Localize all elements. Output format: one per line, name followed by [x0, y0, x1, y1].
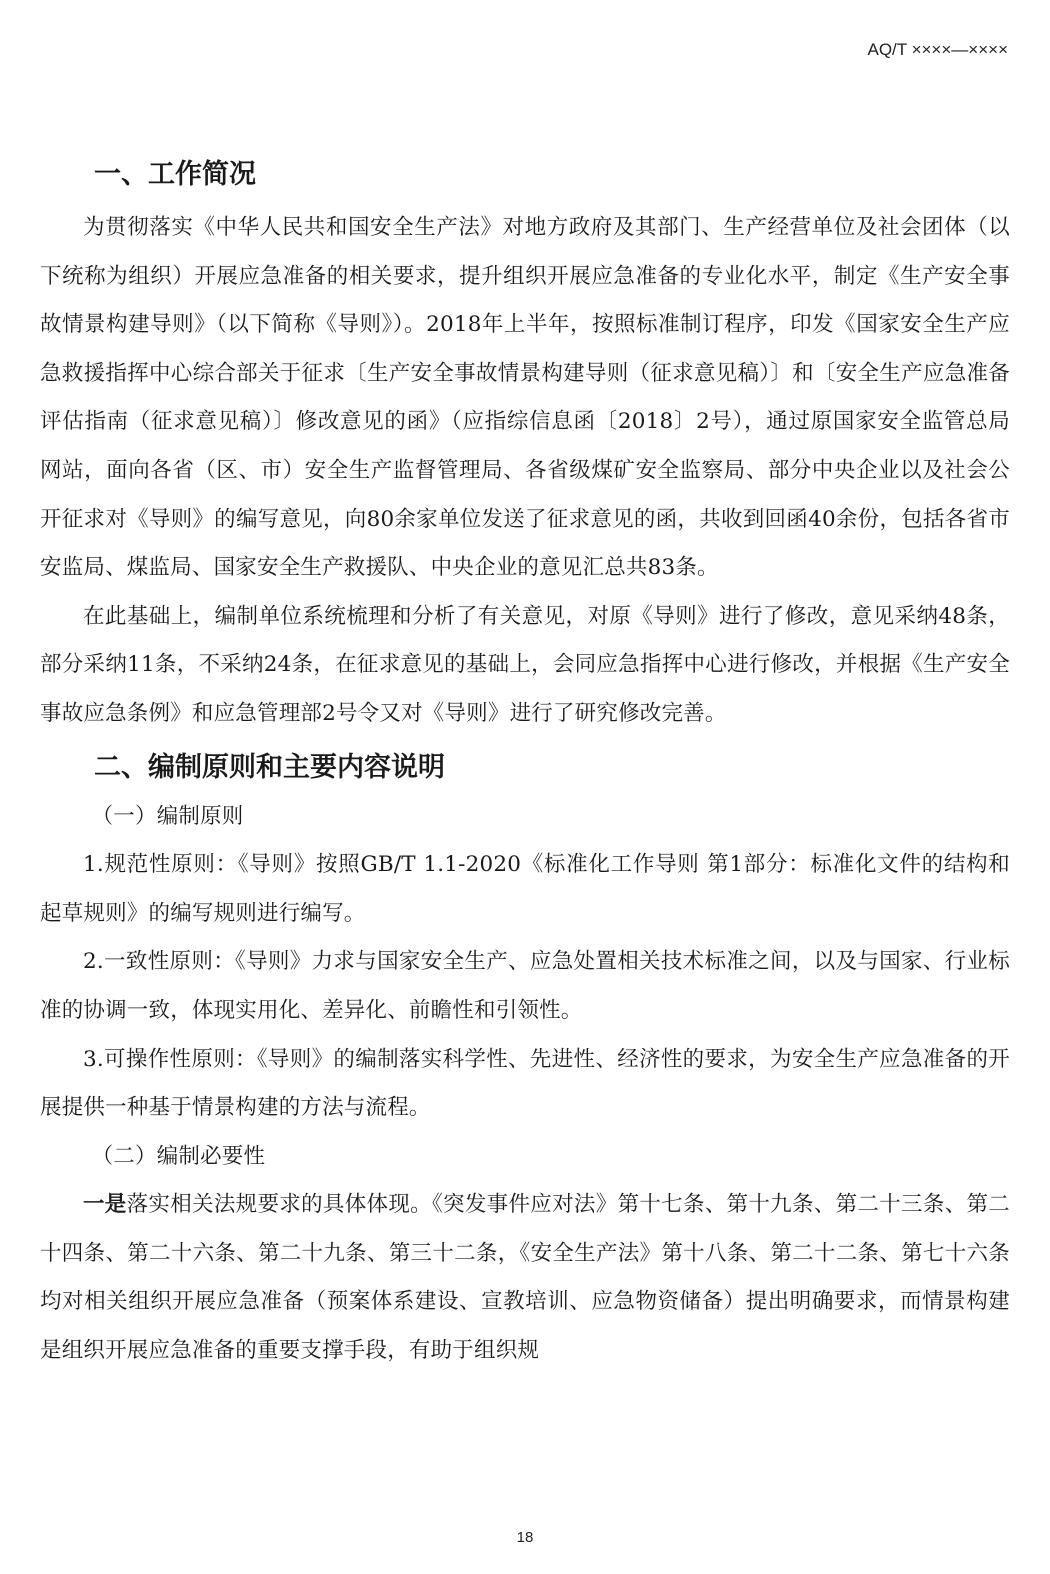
necessity-text: 落实相关法规要求的具体体现。《突发事件应对法》第十七条、第十九条、第二十三条、第二十四条、第二十六条、第二十九条、第三十二条，《安全生产法》第十八条、第二十二条、第七十六条均对相关组织开展应急准备（预案体系建设、宣教培训、应急物资储备）提出明确要求，而情景构建是组织开展应急准备的重要支撑手段，有助于组织规 [40, 1192, 1010, 1364]
necessity-paragraph [40, 1181, 1010, 1375]
subheading-necessity: （二）编制必要性 [91, 1143, 266, 1169]
principle-item: 1.规范性原则：《导则》按照GB/T 1.1-2020《标准化工作导则 第1部分：标准化文件的结构和起草规则》的编写规则进行编写。 [40, 852, 1010, 926]
paragraph: 在此基础上，编制单位系统梳理和分析了有关意见，对原《导则》进行了修改，意见采纳48条，部分采纳11条，不采纳24条，在征求意见的基础上，会同应急指挥中心进行修改，并根据《生产安全事故应急条例》和应急管理部2号令又对《导则》进行了研究修改完善。 [40, 603, 1010, 726]
principle-item: 3.可操作性原则：《导则》的编制落实科学性、先进性、经济性的要求，为安全生产应急准备的开展提供一种基于情景构建的方法与流程。 [40, 1046, 1010, 1121]
principle-item: 2.一致性原则：《导则》力求与国家安全生产、应急处置相关技术标准之间，以及与国家、行业标准的协调一致，体现实用化、差异化、前瞻性和引领性。 [40, 949, 1010, 1023]
subheading-principles: （一）编制原则 [91, 803, 244, 829]
document-code: AQ/T ××××—×××× [867, 40, 1008, 59]
document-body [40, 150, 1010, 1376]
necessity-lead: 一是 [83, 1192, 127, 1218]
section-heading-2: 二、编制原则和主要内容说明 [94, 751, 445, 783]
page-number: 18 [516, 1529, 534, 1546]
section-heading-1: 一、工作简况 [94, 159, 256, 190]
paragraph: 为贯彻落实《中华人民共和国安全生产法》对地方政府及其部门、生产经营单位及社会团体（以下统称为组织）开展应急准备的相关要求，提升组织开展应急准备的专业化水平，制定《生产安全事故情景构建导则》（以下简称《导则》）。2018年上半年，按照标准制订程序，印发《国家安全生产应急救援指挥中心综合部关于征求〔生产安全事故情景构建导则（征求意见稿）〕和〔安全生产应急准备评估指南（征求意见稿）〕修改意见的函》（应指综信息函〔2018〕2号），通过原国家安全监管总局网站，面向各省（区、市）安全生产监督管理局、各省级煤矿安全监察局、部分中央企业以及社会公开征求对《导则》的编写意见，向80余家单位发送了征求意见的函，共收到回函40余份，包括各省市安监局、煤监局、国家安全生产救援队、中央企业的意见汇总共83条。 [40, 215, 1010, 581]
